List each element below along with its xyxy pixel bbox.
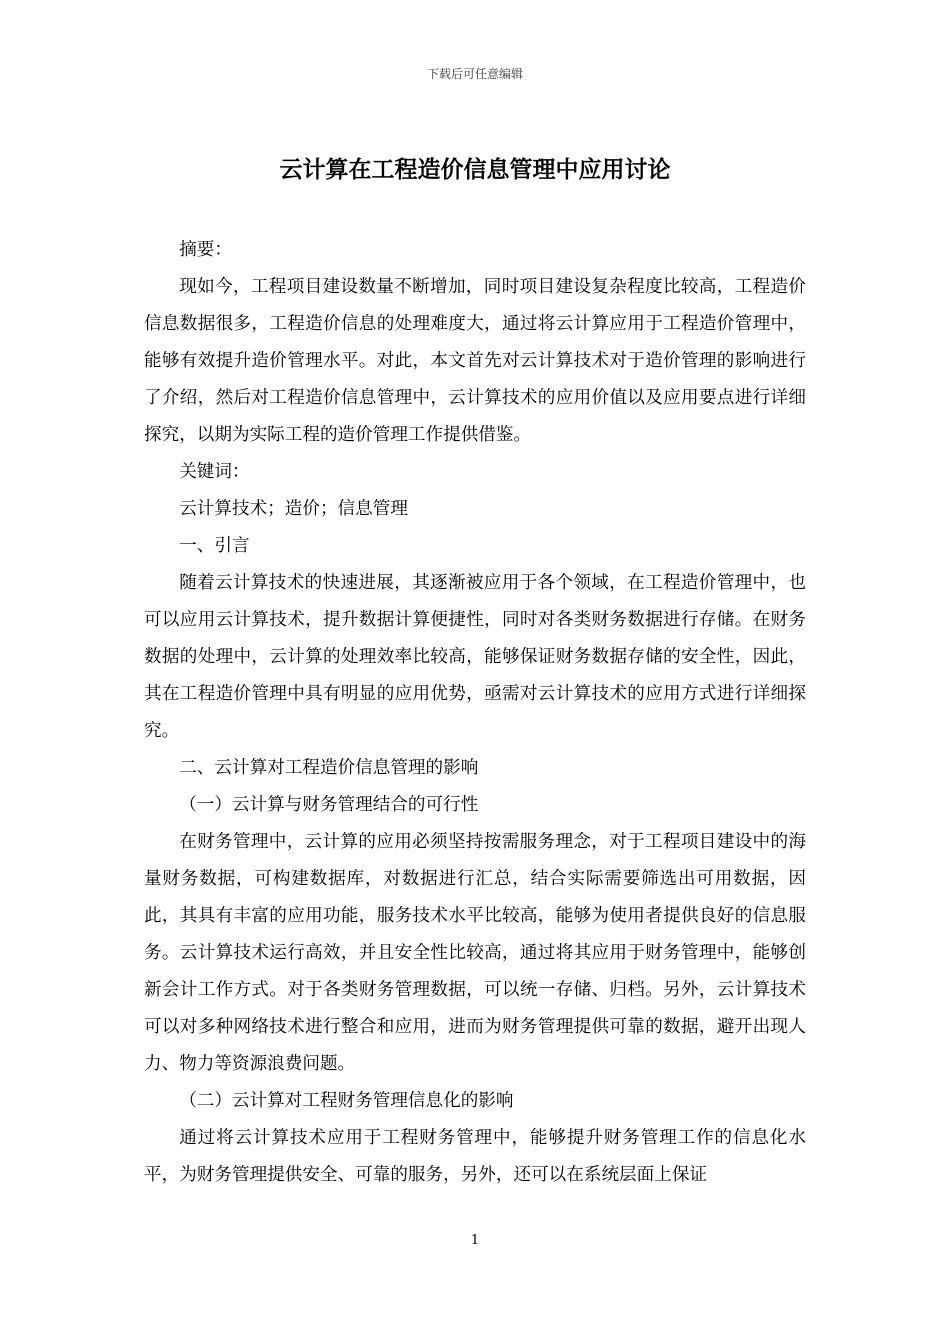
subsection-heading-feasibility: （一）云计算与财务管理结合的可行性 [179,795,479,815]
abstract-paragraph: 现如今，工程项目建设数量不断增加，同时项目建设复杂程度比较高，工程造价信息数据很多，工程造价信息的处理难度大，通过将云计算应用于工程造价管理中，能够有效提升造价管理水平。对此，本文首先对云计算技术对于造价管理的影响进行了介绍，然后对工程造价信息管理中，云计算技术的应用价值以及应用要点进行详细探究，以期为实际工程的造价管理工作提供借鉴。 [144,277,806,445]
keywords-list: 云计算技术；造价；信息管理 [179,499,408,519]
document-body [144,232,806,1194]
subsection-heading-informatization: （二）云计算对工程财务管理信息化的影响 [179,1091,514,1111]
section-heading-introduction: 一、引言 [179,536,250,556]
introduction-paragraph: 随着云计算技术的快速进展，其逐渐被应用于各个领域，在工程造价管理中，也可以应用云计算技术，提升数据计算便捷性，同时对各类财务数据进行存储。在财务数据的处理中，云计算的处理效率比较高，能够保证财务数据存储的安全性，因此，其在工程造价管理中具有明显的应用优势，亟需对云计算技术的应用方式进行详细探究。 [144,573,806,741]
keywords-heading: 关键词： [179,462,250,482]
section-heading-impact: 二、云计算对工程造价信息管理的影响 [179,758,479,778]
feasibility-paragraph: 在财务管理中，云计算的应用必须坚持按需服务理念，对于工程项目建设中的海量财务数据，可构建数据库，对数据进行汇总，结合实际需要筛选出可用数据，因此，其具有丰富的应用功能，服务技术水平比较高，能够为使用者提供良好的信息服务。云计算技术运行高效，并且安全性比较高，通过将其应用于财务管理中，能够创新会计工作方式。对于各类财务管理数据，可以统一存储、归档。另外，云计算技术可以对多种网络技术进行整合和应用，进而为财务管理提供可靠的数据，避开出现人力、物力等资源浪费问题。 [144,832,806,1074]
abstract-heading: 摘要： [179,240,232,260]
informatization-paragraph: 通过将云计算技术应用于工程财务管理中，能够提升财务管理工作的信息化水平，为财务管理提供安全、可靠的服务，另外，还可以在系统层面上保证 [144,1128,806,1185]
page-number: 1 [470,1233,480,1248]
header-note: 下载后可任意编辑 [426,67,523,81]
document-title: 云计算在工程造价信息管理中应用讨论 [279,156,671,183]
